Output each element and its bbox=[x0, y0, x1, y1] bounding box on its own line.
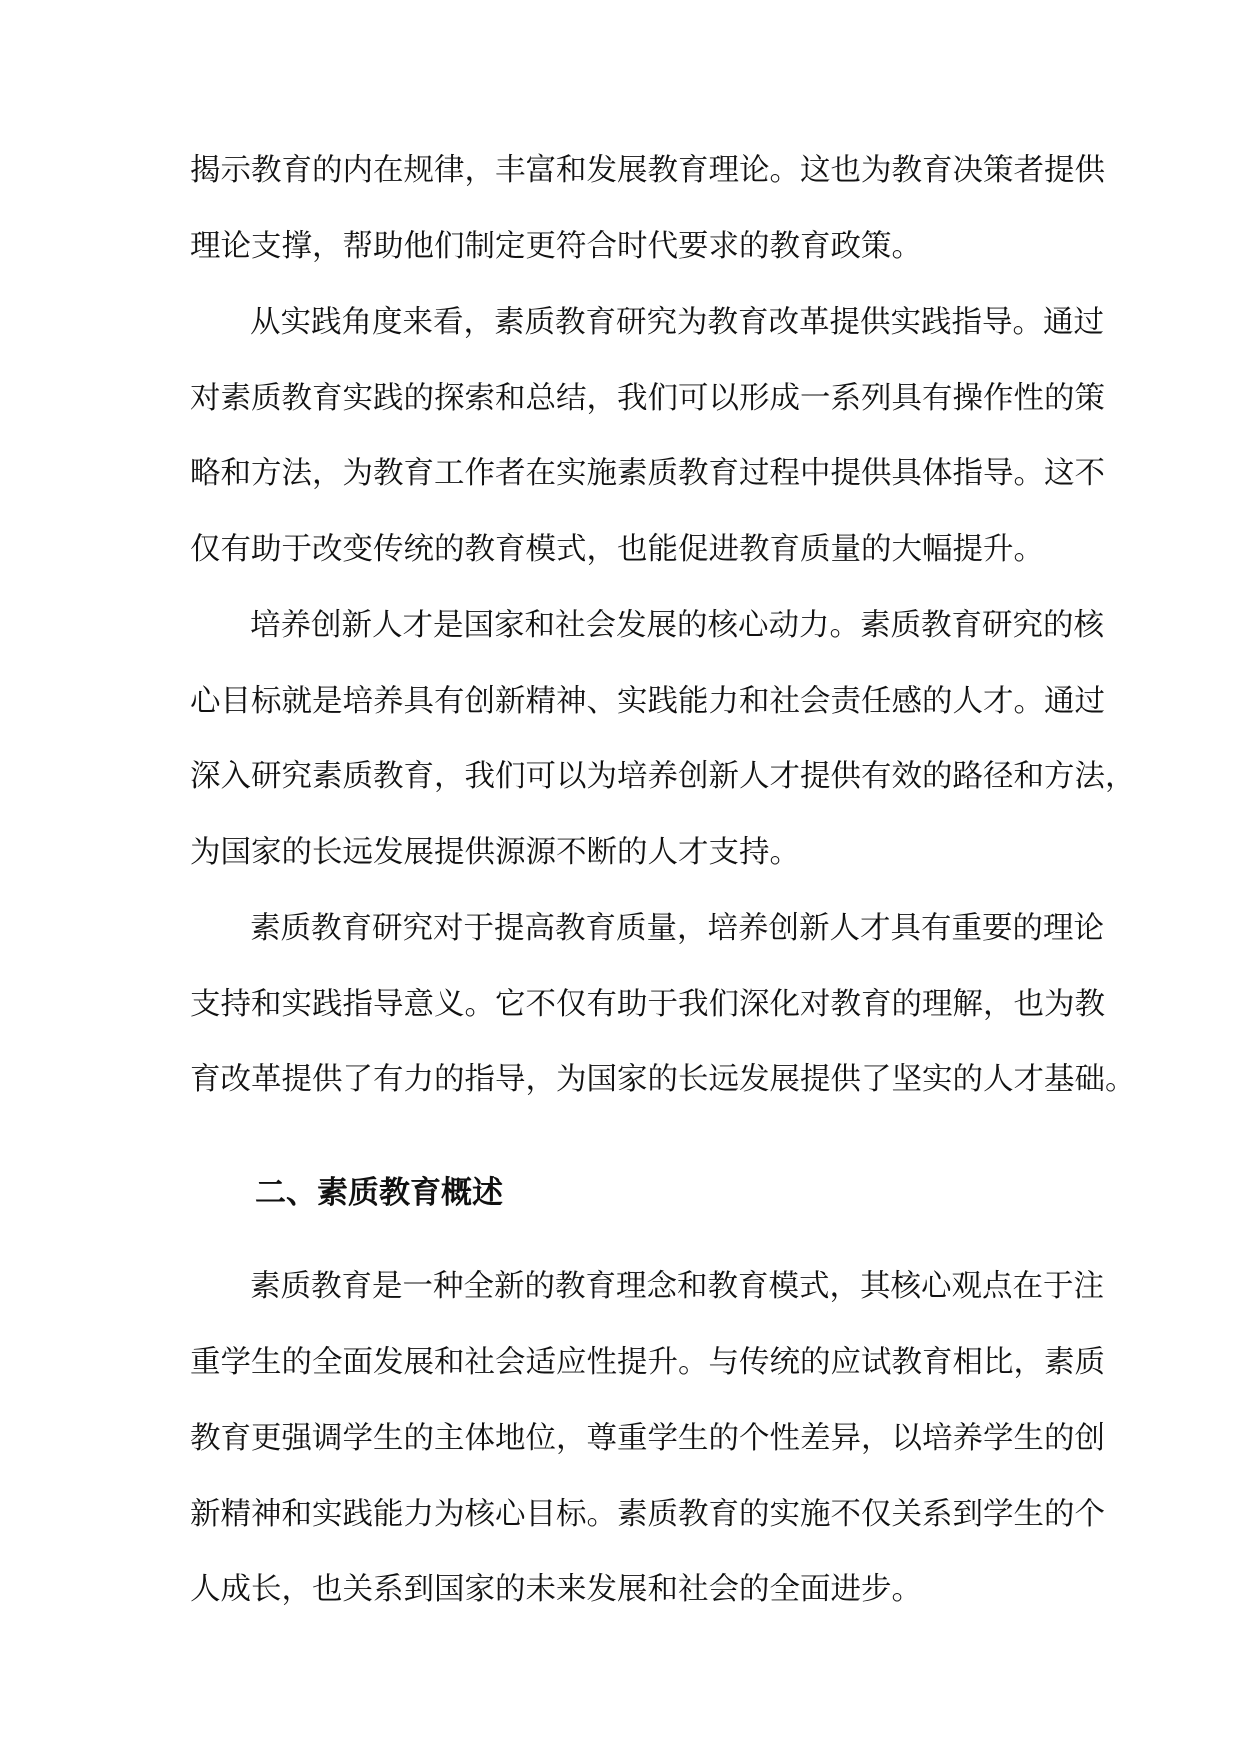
body-text-line: 人成长，也关系到国家的未来发展和社会的全面进步。 bbox=[190, 1572, 922, 1607]
body-text-line: 素质教育是一种全新的教育理念和教育模式，其核心观点在于注 bbox=[250, 1269, 1104, 1304]
body-text-line: 略和方法，为教育工作者在实施素质教育过程中提供具体指导。这不 bbox=[190, 456, 1105, 491]
body-text-line: 培养创新人才是国家和社会发展的核心动力。素质教育研究的核 bbox=[250, 608, 1104, 643]
body-text-line: 支持和实践指导意义。它不仅有助于我们深化对教育的理解，也为教 bbox=[190, 987, 1105, 1022]
section-heading: 二、素质教育概述 bbox=[255, 1175, 503, 1211]
body-text-line: 从实践角度来看，素质教育研究为教育改革提供实践指导。通过 bbox=[250, 305, 1104, 340]
body-text-line: 对素质教育实践的探索和总结，我们可以形成一系列具有操作性的策 bbox=[190, 381, 1105, 416]
body-text-line: 育改革提供了有力的指导，为国家的长远发展提供了坚实的人才基础。 bbox=[190, 1062, 1136, 1097]
body-text-line: 心目标就是培养具有创新精神、实践能力和社会责任感的人才。通过 bbox=[190, 684, 1105, 719]
body-text-line: 深入研究素质教育，我们可以为培养创新人才提供有效的路径和方法， bbox=[190, 759, 1136, 794]
body-text-line: 揭示教育的内在规律，丰富和发展教育理论。这也为教育决策者提供 bbox=[190, 153, 1105, 188]
body-text-line: 新精神和实践能力为核心目标。素质教育的实施不仅关系到学生的个 bbox=[190, 1497, 1105, 1532]
body-text-line: 重学生的全面发展和社会适应性提升。与传统的应试教育相比，素质 bbox=[190, 1345, 1105, 1380]
body-text-line: 素质教育研究对于提高教育质量，培养创新人才具有重要的理论 bbox=[250, 911, 1104, 946]
body-text-line: 仅有助于改变传统的教育模式，也能促进教育质量的大幅提升。 bbox=[190, 532, 1044, 567]
body-text-line: 教育更强调学生的主体地位，尊重学生的个性差异，以培养学生的创 bbox=[190, 1421, 1105, 1456]
body-text-line: 理论支撑，帮助他们制定更符合时代要求的教育政策。 bbox=[190, 229, 922, 264]
body-text-line: 为国家的长远发展提供源源不断的人才支持。 bbox=[190, 835, 800, 870]
